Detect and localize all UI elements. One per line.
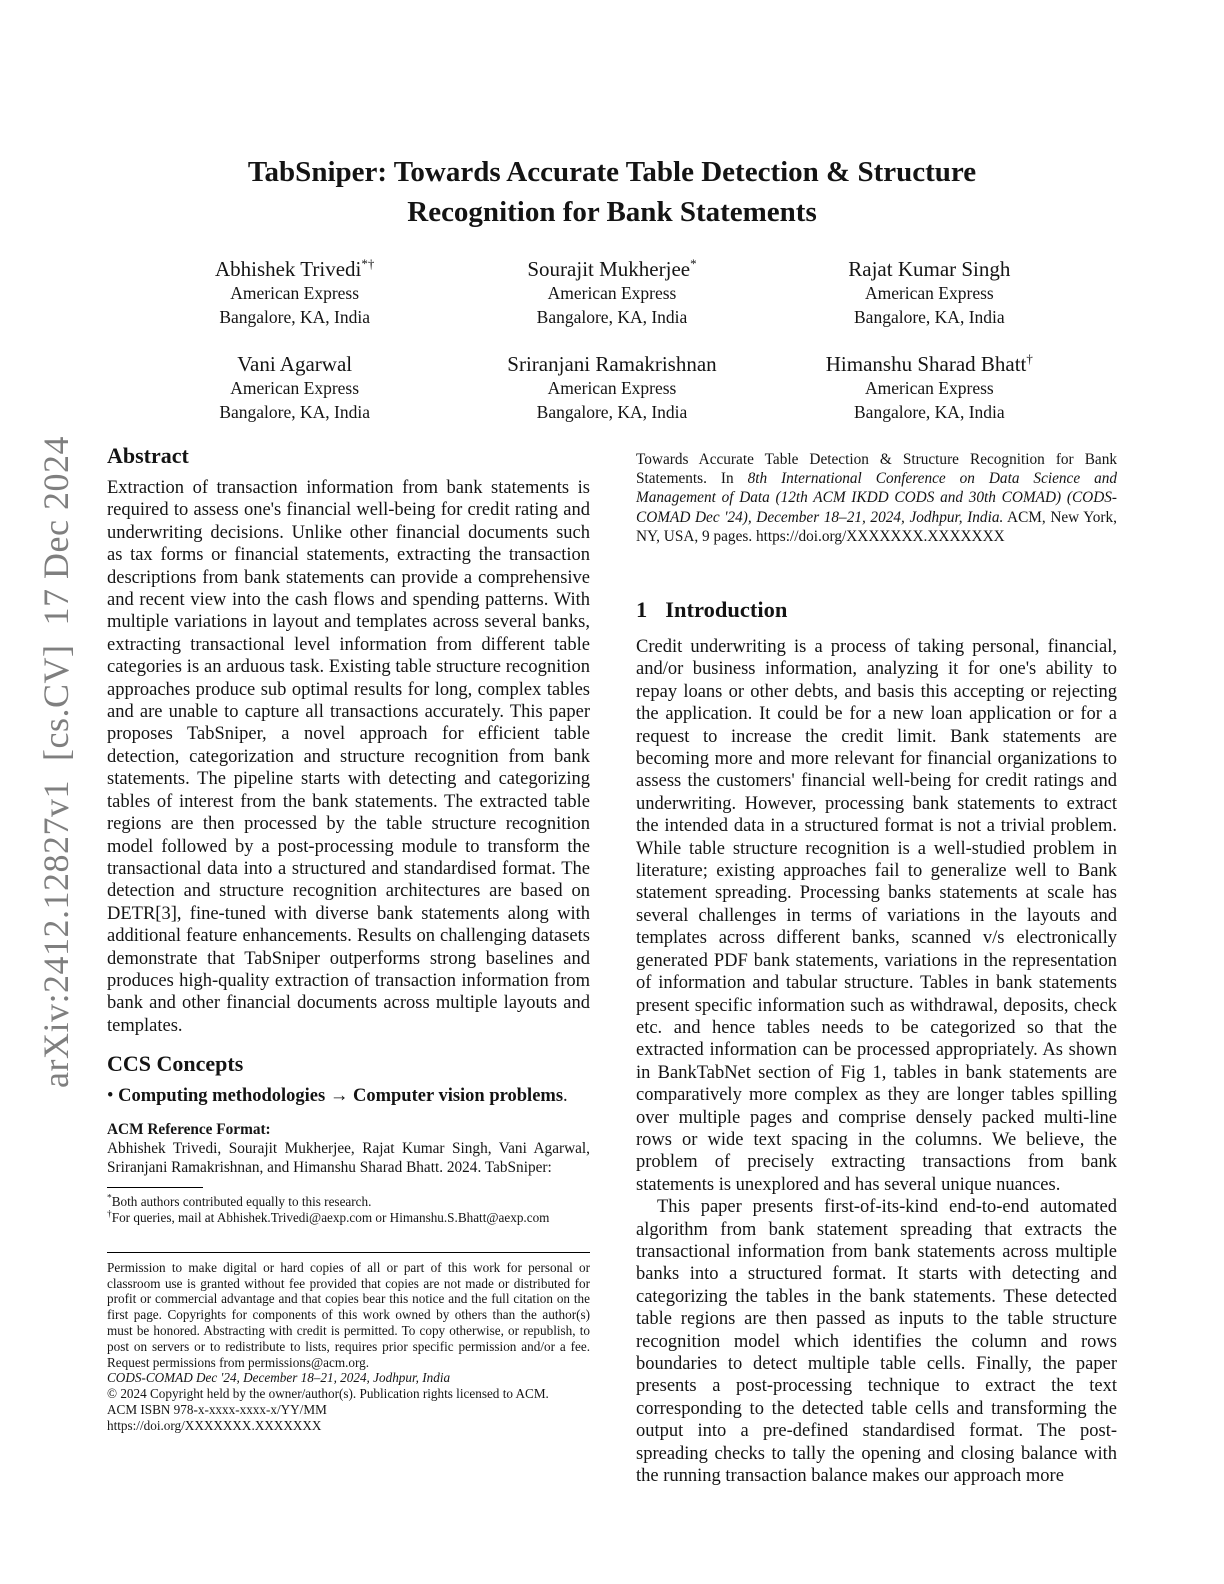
section-number: 1 xyxy=(636,597,648,623)
isbn-line: ACM ISBN 978-x-xxxx-xxxx-x/YY/MM xyxy=(107,1401,327,1417)
author-location: Bangalore, KA, India xyxy=(536,401,688,422)
ccs-heading: CCS Concepts xyxy=(107,1051,244,1077)
author-location: Bangalore, KA, India xyxy=(536,306,688,327)
doi-line: https://doi.org/XXXXXXX.XXXXXXX xyxy=(107,1417,322,1433)
footnote-block xyxy=(107,1187,590,1226)
author-block xyxy=(136,256,1088,424)
author-card xyxy=(771,351,1088,424)
footnote-rule xyxy=(107,1187,203,1188)
ccs-bullet: • xyxy=(107,1086,119,1107)
author-affiliation: American Express xyxy=(230,378,360,398)
ccs-concept: Computer vision problems xyxy=(352,1086,564,1107)
right-column xyxy=(636,450,1117,1487)
author-location: Bangalore, KA, India xyxy=(219,306,370,327)
footnote-marker: * xyxy=(107,1193,112,1204)
citation-tail: ACM, New York, NY, USA, 9 pages. xyxy=(636,508,1117,545)
author-marker: * xyxy=(690,256,697,271)
paper-title-line-2: Recognition for Bank Statements xyxy=(407,196,817,228)
paper-title-line-1: TabSniper: Towards Accurate Table Detection & Structure xyxy=(247,156,977,188)
author-affiliation: American Express xyxy=(864,378,994,398)
author-location: Bangalore, KA, India xyxy=(219,401,370,422)
ccs-line: • Computing methodologies → Computer vision problems. xyxy=(107,1086,568,1107)
arxiv-watermark: arXiv:2412.12827v1 [cs.CV] 17 Dec 2024 xyxy=(36,436,76,1088)
author-name: Rajat Kumar Singh xyxy=(848,257,1011,281)
author-card xyxy=(136,351,453,424)
author-affiliation: American Express xyxy=(547,283,677,303)
author-affiliation: American Express xyxy=(230,283,360,303)
permission-text: Permission to make digital or hard copies of all or part of this work for personal or classroom use is granted without fee provided that copies are not made or distributed for profit or commercial advantage and that copies bear this notice and the full citation on the first page. Copyrights for components of this work owned by others than the author(s) must be honored. Abstracting with credit is permitted. To copy otherwise, or republish, to post on servers or to redistribute to lists, requires prior specific permission and/or a fee. Request permissions from permissions@acm.org. xyxy=(107,1259,590,1370)
citation-block xyxy=(636,450,1117,546)
intro-paragraph-1: Credit underwriting is a process of taking personal, financial, and/or business information, analyzing it for one's ability to repay loans or other debts, and basis this accepting or rejecting the application. It could be for a new loan application or for a request to increase the credit limit. Bank statements are becoming more and more relevant for financial organizations to assess the customers' financial well-being for credit ratings and underwriting. However, processing bank statements to extract the intended data in a structured format is not a trivial problem. While table structure recognition is a well-studied problem in literature; existing approaches fail to generalize well to Bank statement spreading. Processing banks statements at scale has several challenges in terms of variations in the layouts and templates across different banks, scanned v/s electronically generated PDF bank statements, variations in the representation of information and tabular structure. Tables in bank statements present specific information such as withdrawal, deposits, check etc. and hence tables needs to be categorized so that the extracted information can be processed appropriately. As shown in BankTabNet section of Fig 1, tables in bank statements are comparatively more complex as they are longer tables spilling over multiple pages and comprise densely packed multi-line rows or wide text spacing in the columns. We believe, the problem of precisely extracting transactions from bank statements is unexplored and has several unique nuances. xyxy=(636,637,1117,1195)
acm-ref-text: Abhishek Trivedi, Sourajit Mukherjee, Rajat Kumar Singh, Vani Agarwal, Sriranjani Ramakrishnan, and Himanshu Sharad Bhatt. 2024. TabSniper: xyxy=(107,1139,590,1176)
abstract-text: Extraction of transaction information from bank statements is required to assess one's financial well-being for credit rating and underwriting decisions. Unlike other financial documents such as tax forms or financial statements, extracting the transaction descriptions from bank statements can provide a comprehensive and recent view into the cash flows and spending patterns. With multiple variations in layout and templates across several banks, extracting transactional level information from different table categories is an arduous task. Existing table structure recognition approaches produce sub optimal results for long, complex tables and are unable to capture all transactions accurately. This paper proposes TabSniper, a novel approach for efficient table detection, categorization and structure recognition from bank statements. The pipeline starts with detecting and categorizing tables of interest from the bank statements. The extracted table regions are then processed by the table structure recognition model followed by a post-processing module to transform the transactional data into a structured and standardised format. The detection and structure recognition architectures are based on DETR[3], fine-tuned with diverse bank statements along with additional feature enhancements. Results on challenging datasets demonstrate that TabSniper outperforms strong baselines and produces high-quality extraction of transaction information from bank and other financial documents across multiple layouts and templates. xyxy=(107,478,590,1036)
author-marker: *† xyxy=(361,256,375,271)
citation-venue: 8th International Conference on Data Science and Management of Data (12th ACM IKDD CODS and 30th COMAD) (CODS-COMAD Dec '24), December 18–21, 2024, Jodhpur, India. xyxy=(636,470,1118,526)
author-location: Bangalore, KA, India xyxy=(854,306,1005,327)
author-name: Abhishek Trivedi*† xyxy=(214,256,375,281)
author-card xyxy=(136,256,453,329)
author-card xyxy=(453,256,770,329)
footnote: *Both authors contributed equally to this research. xyxy=(107,1193,372,1210)
ccs-category: Computing methodologies xyxy=(118,1086,326,1107)
acm-ref-heading: ACM Reference Format: xyxy=(107,1120,271,1138)
author-name: Himanshu Sharad Bhatt† xyxy=(825,351,1033,376)
author-card xyxy=(453,351,770,424)
citation-doi: https://doi.org/XXXXXXX.XXXXXXX xyxy=(755,527,1005,545)
left-column xyxy=(107,443,590,1434)
permission-block xyxy=(107,1252,590,1434)
author-card xyxy=(771,256,1088,329)
author-name: Sourajit Mukherjee* xyxy=(527,256,697,281)
abstract-heading: Abstract xyxy=(107,443,189,468)
author-name: Sriranjani Ramakrishnan xyxy=(507,352,717,376)
section-title: Introduction xyxy=(665,597,788,623)
author-name: Vani Agarwal xyxy=(237,352,353,376)
intro-paragraph-2: This paper presents first-of-its-kind end-to-end automated algorithm from bank statement spreading that extracts the transactional information from bank statements across multiple banks into a structured format. It starts with detecting and categorizing the tables in the bank statements. These detected table regions are then passed as inputs to the table structure recognition model which identifies the column and rows boundaries to detect multiple table cells. Finally, the paper presents a post-processing technique to extract the text corresponding to the detected table cells and transforming the output into a pre-defined standardised format. The post-spreading checks to tally the opening and closing balance with the running transaction balance makes our approach more xyxy=(636,1197,1117,1487)
footnote: †For queries, mail at Abhishek.Trivedi@aexp.com or Himanshu.S.Bhatt@aexp.com xyxy=(107,1209,550,1225)
footnote-marker: † xyxy=(107,1209,112,1220)
conference-line: CODS-COMAD Dec '24, December 18–21, 2024, Jodhpur, India xyxy=(107,1370,451,1386)
author-location: Bangalore, KA, India xyxy=(854,401,1005,422)
ccs-arrow: → xyxy=(325,1086,353,1107)
section-heading-introduction xyxy=(636,596,1117,624)
paper-title xyxy=(0,152,1224,232)
copyright-line: © 2024 Copyright held by the owner/author(s). Publication rights licensed to ACM. xyxy=(107,1386,549,1402)
author-marker: † xyxy=(1026,351,1033,366)
author-affiliation: American Express xyxy=(864,283,994,303)
citation-lead: Towards Accurate Table Detection & Structure Recognition for Bank Statements. In xyxy=(636,451,1117,488)
author-affiliation: American Express xyxy=(547,378,677,398)
permission-rule xyxy=(107,1252,590,1253)
